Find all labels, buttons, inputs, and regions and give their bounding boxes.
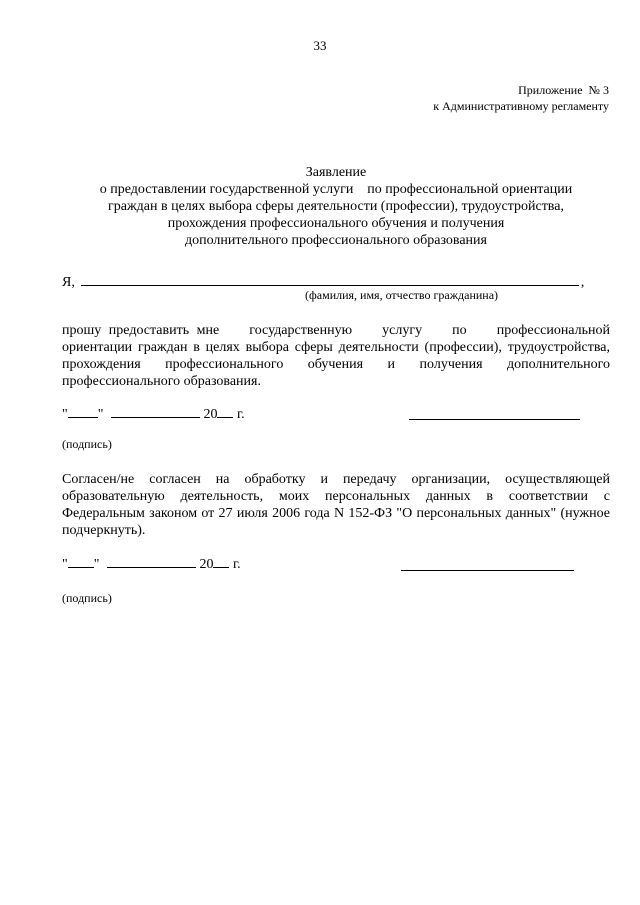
applicant-name-hint: (фамилия, имя, отчество гражданина) (305, 288, 499, 302)
day-field[interactable] (68, 405, 98, 418)
consent-paragraph: Согласен/не согласен на обработку и передачу организации, осуществляющей образовательную деятельность, моих персональных данных в соответствии с Федеральным законом от 27 июля 2006 года N 152-ФЗ "О персональных данных" (нужное подчеркнуть). (62, 472, 610, 538)
request-paragraph: прошу предоставить мне государственную услугу по профессиональной ориентации граждан в целях выбора сферы деятельности (профессии), трудоустройства, прохождения профессионального обучения и получения дополнительного профессионального образования. (62, 323, 614, 389)
date-quote-open: " (62, 407, 68, 422)
year-suffix: г. (233, 407, 245, 422)
document-title (62, 164, 610, 249)
signature-caption-2: (подпись) (62, 591, 112, 605)
applicant-name-field[interactable] (81, 271, 579, 286)
appendix-reference (433, 82, 609, 114)
date-row-1 (62, 405, 245, 423)
year-suffix: г. (229, 557, 241, 572)
month-field[interactable] (111, 405, 200, 418)
signature-line-1[interactable] (409, 419, 580, 420)
title-line-1: о предоставлении государственной услуги по профессиональной ориентации (99, 182, 573, 197)
title-line-4: дополнительного профессионального образования (185, 233, 487, 248)
date-quote-close: " (93, 557, 100, 572)
signature-caption-1: (подпись) (62, 437, 112, 451)
day-field[interactable] (68, 555, 94, 568)
year-field[interactable] (213, 555, 229, 568)
appendix-line-1: Приложение № 3 (518, 83, 609, 97)
year-prefix: 20 (203, 407, 218, 422)
title-line-2: граждан в целях выбора сферы деятельности (профессии), трудоустройства, (108, 199, 564, 214)
signature-line-2[interactable] (401, 570, 574, 571)
page-number: 33 (313, 38, 327, 53)
title-heading: Заявление (305, 165, 367, 180)
appendix-line-2: к Административному регламенту (433, 99, 609, 113)
month-field[interactable] (107, 555, 196, 568)
date-row-2 (62, 555, 241, 573)
date-quote-close: " (97, 407, 104, 422)
year-field[interactable] (217, 405, 233, 418)
date-quote-open: " (62, 557, 68, 572)
title-line-3: прохождения профессионального обучения и получения (167, 216, 505, 231)
applicant-suffix: , (580, 275, 585, 290)
year-prefix: 20 (199, 557, 214, 572)
applicant-prefix: Я, (62, 275, 75, 290)
